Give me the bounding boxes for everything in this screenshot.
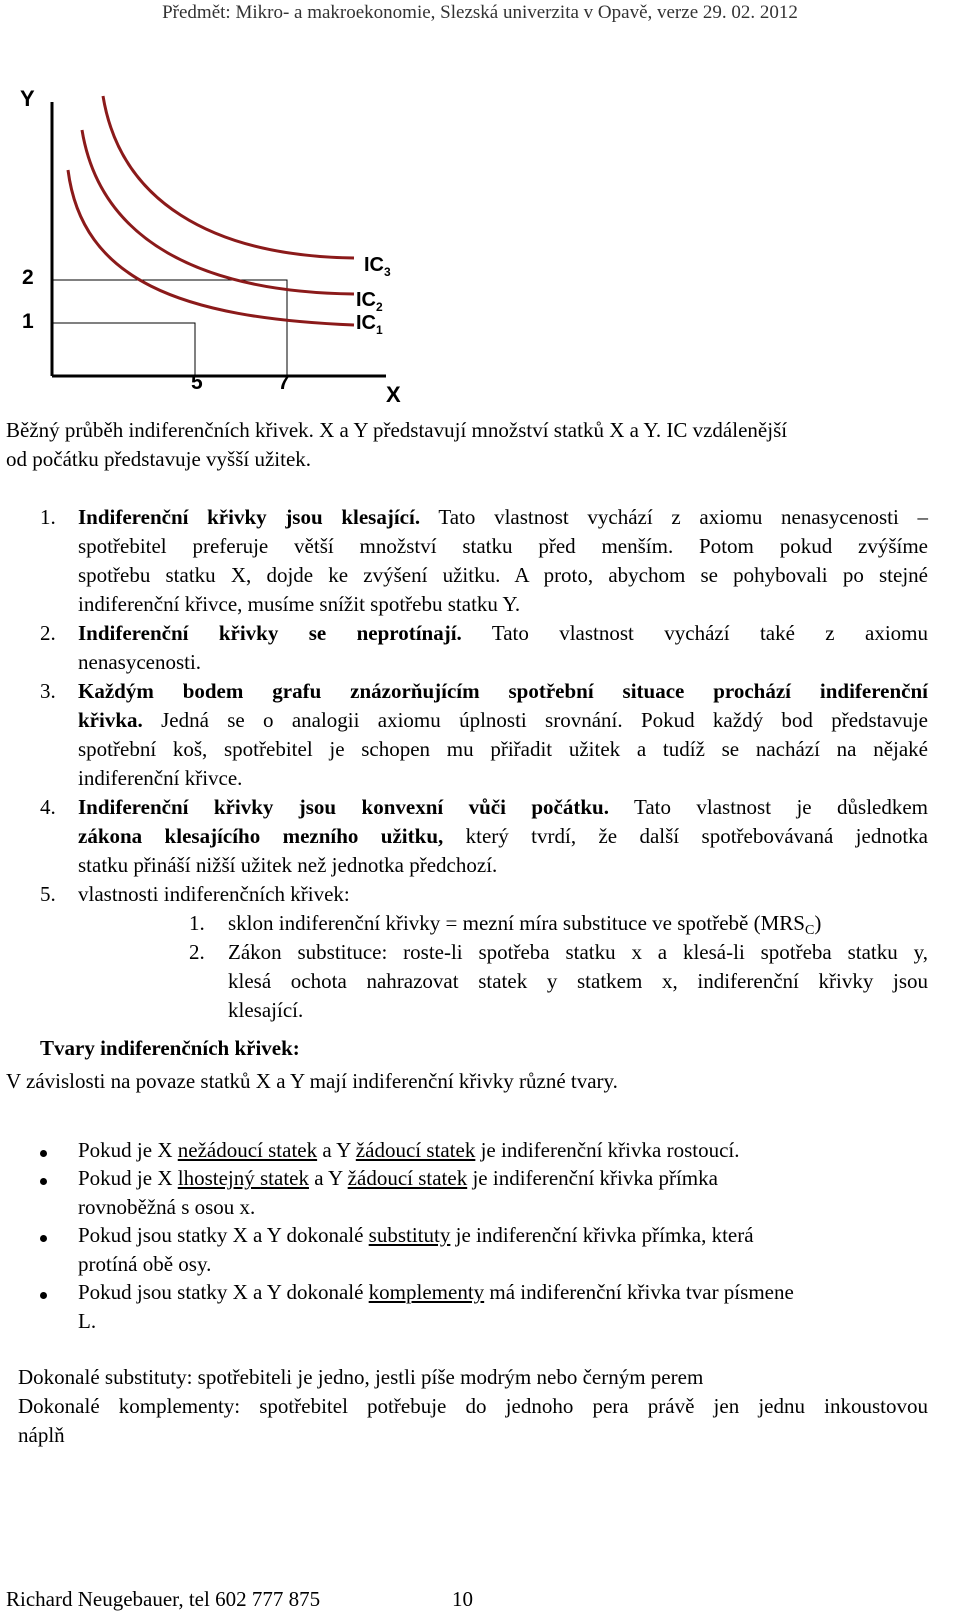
- figure-caption-line: od počátku představuje vyšší užitek.: [6, 447, 312, 471]
- sub-item-2-line: klesá ochota nahrazovat statek y statkem x, indiferenční křivky jsou: [228, 969, 928, 993]
- curve-ic1: [68, 170, 354, 325]
- indifference-curves-figure: [10, 70, 410, 415]
- shape-bullet-line: L.: [78, 1309, 97, 1333]
- x-tick-label: 5: [191, 371, 203, 394]
- sub-list-number: 1.: [189, 911, 205, 935]
- bullet-icon: [40, 1292, 47, 1299]
- list-number: 4.: [40, 795, 56, 819]
- shape-bullet-line: rovnoběžná s osou x.: [78, 1195, 256, 1219]
- curve-label-ic2: $IC_2$: [356, 289, 383, 314]
- property-2-line: Indiferenční křivky se neprotínají. Tato vlastnost vychází také z axiomu: [78, 621, 928, 645]
- curve-label-ic1: $IC_1$: [356, 312, 383, 337]
- property-4-line: Indiferenční křivky jsou konvexní vůči počátku. Tato vlastnost je důsledkem: [78, 795, 929, 819]
- y-axis-label: Y: [20, 86, 35, 111]
- page-header: Předmět: Mikro- a makroekonomie, Slezská univerzita v Opavě, verze 29. 02. 2012: [162, 2, 798, 23]
- bullet-icon: [40, 1150, 47, 1157]
- property-1-line: Indiferenční křivky jsou klesající. Tato vlastnost vychází z axiomu nenasycenosti –: [78, 505, 928, 529]
- list-number: 2.: [40, 621, 56, 645]
- property-1-line: spotřebu statku X, dojde ke zvýšení užitku. A proto, abychom se pohybovali po stejné: [78, 563, 928, 587]
- list-number: 5.: [40, 882, 56, 906]
- list-number: 3.: [40, 679, 56, 703]
- shape-bullet-line: Pokud je X nežádoucí statek a Y žádoucí statek je indiferenční křivka rostoucí.: [78, 1138, 740, 1162]
- property-1-line: indiferenční křivce, musíme snížit spotřebu statku Y.: [78, 592, 521, 616]
- property-3-line: spotřební koš, spotřebitel je schopen mu přiřadit užitek a tudíž se nachází na nějaké: [78, 737, 928, 761]
- y-tick-label: 1: [22, 310, 34, 333]
- sub-item-1-line: sklon indiferenční křivky = mezní míra substituce ve spotřebě $(MRS_C)$: [228, 911, 822, 938]
- shape-bullet-line: protíná obě osy.: [78, 1252, 212, 1276]
- sub-list-number: 2.: [189, 940, 205, 964]
- section-heading: Tvary indiferenčních křivek:: [40, 1036, 300, 1060]
- y-tick-label: 2: [22, 266, 34, 289]
- property-1-line: spotřebitel preferuje větší množství statku před menším. Potom pokud zvýšíme: [78, 534, 928, 558]
- footer-page-number: 10: [452, 1587, 473, 1611]
- sub-item-2-line: klesající.: [228, 998, 304, 1022]
- x-tick-label: 7: [278, 371, 290, 394]
- property-3-line: Každým bodem grafu znázorňujícím spotřební situace prochází indiferenční: [78, 679, 928, 703]
- footer-author: Richard Neugebauer, tel 602 777 875: [6, 1587, 321, 1611]
- guide-line-1: [52, 323, 195, 376]
- property-3-line: křivka. Jedná se o analogii axiomu úplnosti srovnání. Pokud každý bod představuje: [78, 708, 928, 732]
- note-line: náplň: [18, 1423, 65, 1447]
- note-line: Dokonalé substituty: spotřebiteli je jedno, jestli píše modrým nebo černým perem: [18, 1365, 704, 1389]
- sub-item-2-line: Zákon substituce: roste-li spotřeba statku x a klesá-li spotřeba statku y,: [228, 940, 928, 964]
- curve-label-ic3: $IC_3$: [364, 254, 391, 279]
- list-number: 1.: [40, 505, 56, 529]
- section-intro: V závislosti na povaze statků X a Y mají indiferenční křivky různé tvary.: [6, 1069, 618, 1093]
- x-axis-label: X: [386, 382, 401, 407]
- property-5-line: vlastnosti indiferenčních křivek:: [78, 882, 350, 906]
- property-2-line: nenasycenosti.: [78, 650, 202, 674]
- shape-bullet-line: Pokud je X lhostejný statek a Y žádoucí statek je indiferenční křivka přímka: [78, 1166, 718, 1190]
- bullet-icon: [40, 1235, 47, 1242]
- property-4-line: statku přináší nižší užitek než jednotka předchozí.: [78, 853, 498, 877]
- property-4-line: zákona klesajícího mezního užitku, který tvrdí, že další spotřebovávaná jednotka: [78, 824, 928, 848]
- note-line: Dokonalé komplementy: spotřebitel potřebuje do jednoho pera právě jen jednu inkoustovou: [18, 1394, 928, 1418]
- figure-caption-line: Běžný průběh indiferenčních křivek. X a Y představují množství statků X a Y. IC vzdálenější: [6, 418, 788, 442]
- shape-bullet-line: Pokud jsou statky X a Y dokonalé komplementy má indiferenční křivka tvar písmene: [78, 1280, 794, 1304]
- property-3-line: indiferenční křivce.: [78, 766, 243, 790]
- bullet-icon: [40, 1178, 47, 1185]
- shape-bullet-line: Pokud jsou statky X a Y dokonalé substituty je indiferenční křivka přímka, která: [78, 1223, 754, 1247]
